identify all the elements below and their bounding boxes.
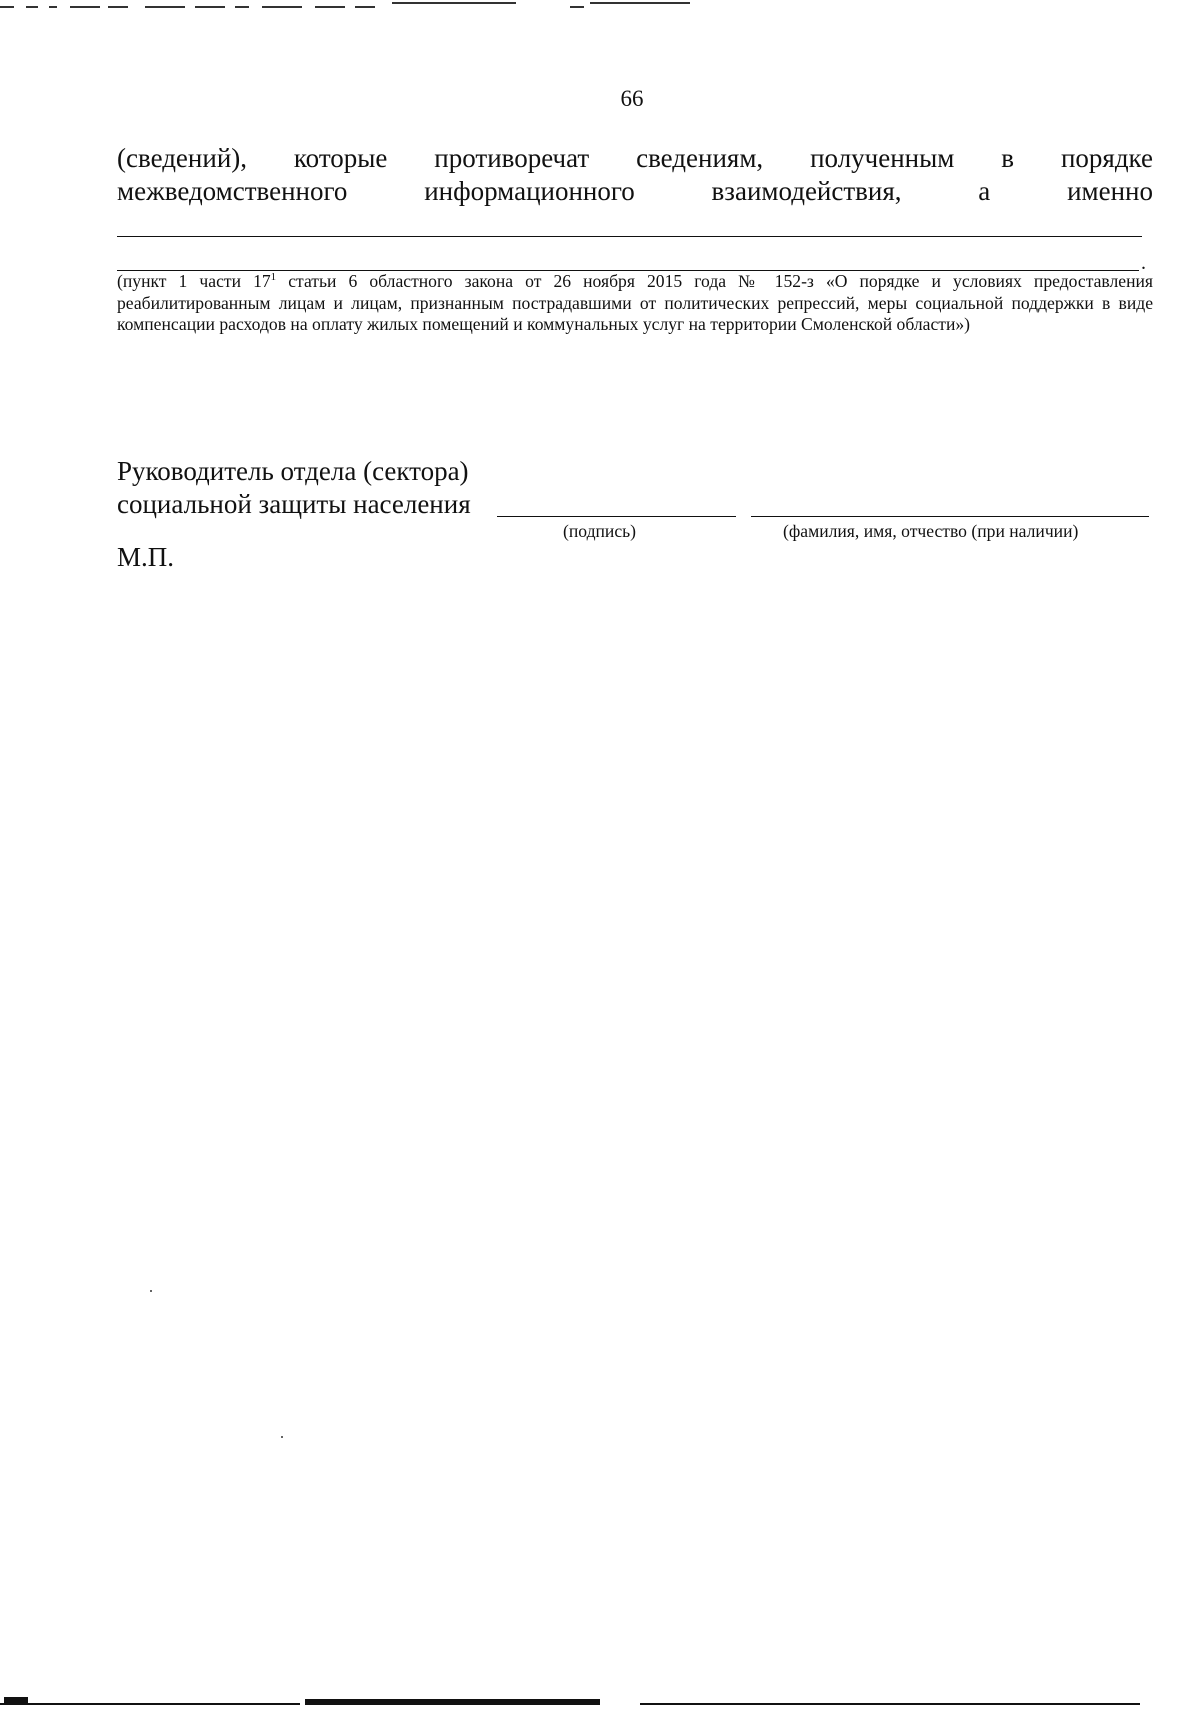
page-number: 66 bbox=[620, 86, 644, 111]
footnote-text-rest: статьи 6 областного закона от 26 ноября 2015 года № 152-з «О порядке и условиях предоставления реабилитированным лицам и лицам, признанным пострадавшими от политических репрессий, меры социальной поддержки в виде компенсации расходов на оплату жилых помещений и коммунальных услуг на территории Смоленской области») bbox=[117, 271, 1153, 334]
body-text-line-1: (сведений), которые противоречат сведениям, полученным в порядке bbox=[117, 143, 1153, 173]
body-text-line-2: межведомственного информационного взаимодействия, а именно bbox=[117, 176, 1153, 206]
signer-title-line-2: социальной защиты населения bbox=[117, 489, 471, 519]
blank-line-period: . bbox=[1141, 252, 1146, 274]
full-name-field[interactable] bbox=[751, 516, 1149, 517]
signer-title-line-1: Руководитель отдела (сектора) bbox=[117, 456, 469, 486]
scan-speck bbox=[281, 1436, 283, 1438]
scan-speck bbox=[150, 1290, 152, 1292]
scan-edge-top bbox=[0, 0, 1200, 12]
footnote-text-start: (пункт 1 части 17 bbox=[117, 271, 271, 291]
full-name-caption: (фамилия, имя, отчество (при наличии) bbox=[783, 521, 1079, 541]
footnote-superscript: 1 bbox=[270, 271, 277, 284]
scan-edge-bottom bbox=[0, 1695, 1200, 1709]
legal-reference-footnote bbox=[117, 271, 1153, 336]
blank-line-1 bbox=[117, 236, 1142, 237]
signature-field[interactable] bbox=[497, 516, 736, 517]
stamp-place-label: М.П. bbox=[117, 542, 175, 572]
signature-caption: (подпись) bbox=[563, 521, 637, 541]
